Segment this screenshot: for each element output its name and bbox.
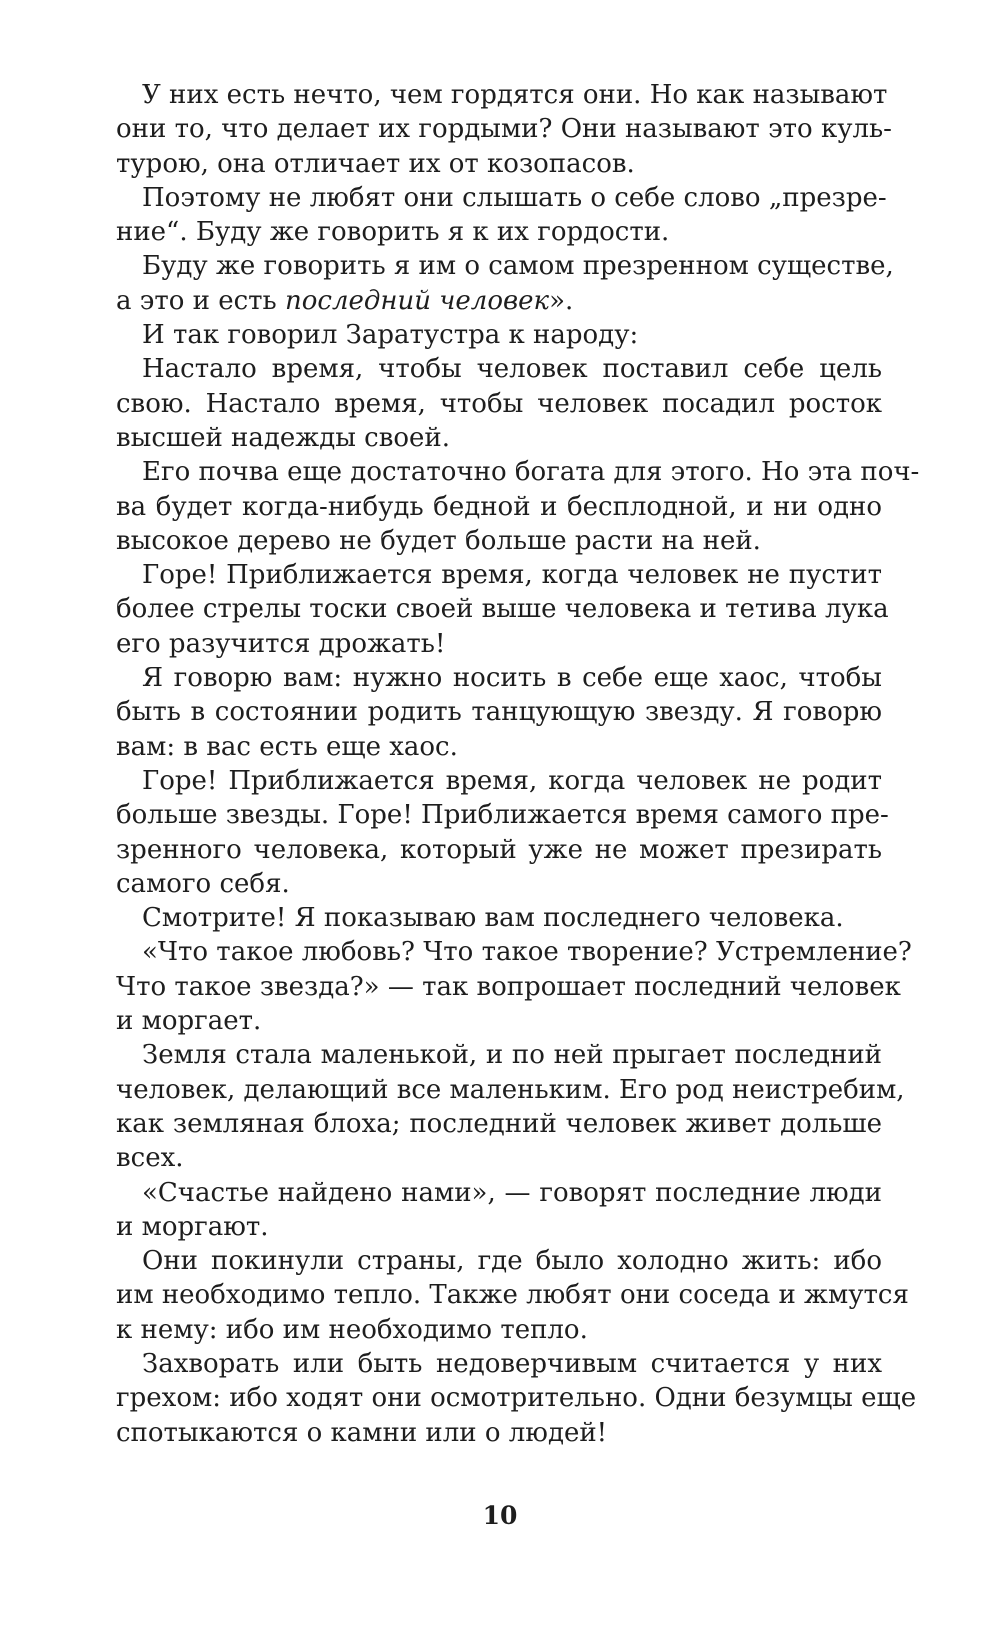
text-line: И так говорил Заратустра к народу:: [142, 320, 639, 351]
text-line: Смотрите! Я показываю вам последнего человека.: [142, 903, 844, 934]
text-line: вам: в вас есть еще хаос.: [116, 731, 458, 762]
text-line: «Что такое любовь? Что такое творение? Устремление?: [142, 937, 912, 968]
text-line: всех.: [116, 1143, 184, 1174]
text-line: высокое дерево не будет больше расти на ней.: [116, 525, 761, 556]
text-line: Горе! Приближается время, когда человек не родит: [142, 765, 882, 796]
text-line: самого себя.: [116, 868, 290, 899]
page-number: 10: [482, 1501, 518, 1530]
text-line: им необходимо тепло. Также любят они соседа и жмутся: [116, 1280, 909, 1311]
text-line: человек, делающий все маленьким. Его род неистребим,: [116, 1074, 905, 1105]
text-line: Земля стала маленькой, и по ней прыгает последний: [142, 1040, 882, 1071]
text-line: и моргают.: [116, 1211, 269, 1242]
text-line-with-emphasis: [116, 284, 882, 318]
text-line: грехом: ибо ходят они осмотрительно. Одни безумцы еще: [116, 1383, 917, 1414]
text-line: спотыкаются о камни или о людей!: [116, 1417, 608, 1448]
text-line: Я говорю вам: нужно носить в себе еще хаос, чтобы: [142, 663, 882, 694]
text-line: Они покинули страны, где было холодно жить: ибо: [142, 1246, 882, 1277]
text-segment: ».: [549, 285, 574, 316]
text-line: больше звезды. Горе! Приближается время самого пре-: [116, 800, 889, 831]
text-line: ние“. Буду же говорить я к их гордости.: [116, 217, 670, 248]
text-line: свою. Настало время, чтобы человек посадил росток: [116, 388, 882, 419]
text-line: Горе! Приближается время, когда человек не пустит: [142, 560, 882, 591]
text-segment: а это и есть: [116, 285, 285, 316]
text-line: как земляная блоха; последний человек живет дольше: [116, 1108, 882, 1139]
text-line: к нему: ибо им необходимо тепло.: [116, 1314, 588, 1345]
text-line: турою, она отличает их от козопасов.: [116, 148, 635, 179]
text-line: они то, что делает их гордыми? Они называют это куль-: [116, 114, 892, 145]
body-text: [116, 78, 920, 1450]
text-line: Буду же говорить я им о самом презренном существе,: [142, 251, 894, 282]
text-line: ва будет когда-нибудь бедной и бесплодной, и ни одно: [116, 491, 882, 522]
emphasized-phrase: последний человек: [284, 285, 550, 316]
text-line: Его почва еще достаточно богата для этого. Но эта поч-: [142, 457, 920, 488]
text-line: и моргает.: [116, 1006, 262, 1037]
text-line: быть в состоянии родить танцующую звезду. Я говорю: [116, 697, 882, 728]
text-line: Захворать или быть недоверчивым считается у них: [142, 1348, 882, 1379]
text-line: зренного человека, который уже не может презирать: [116, 834, 882, 865]
text-line: более стрелы тоски своей выше человека и тетива лука: [116, 594, 889, 625]
text-line: высшей надежды своей.: [116, 422, 450, 453]
text-line: Поэтому не любят они слышать о себе слово „презре-: [142, 182, 887, 213]
text-line: У них есть нечто, чем гордятся они. Но как называют: [142, 80, 888, 110]
text-line: Настало время, чтобы человек поставил себе цель: [142, 354, 882, 385]
text-line: Что такое звезда?» — так вопрошает последний человек: [116, 971, 901, 1002]
text-line: его разучится дрожать!: [116, 628, 446, 659]
text-line: «Счастье найдено нами», — говорят последние люди: [142, 1177, 882, 1208]
